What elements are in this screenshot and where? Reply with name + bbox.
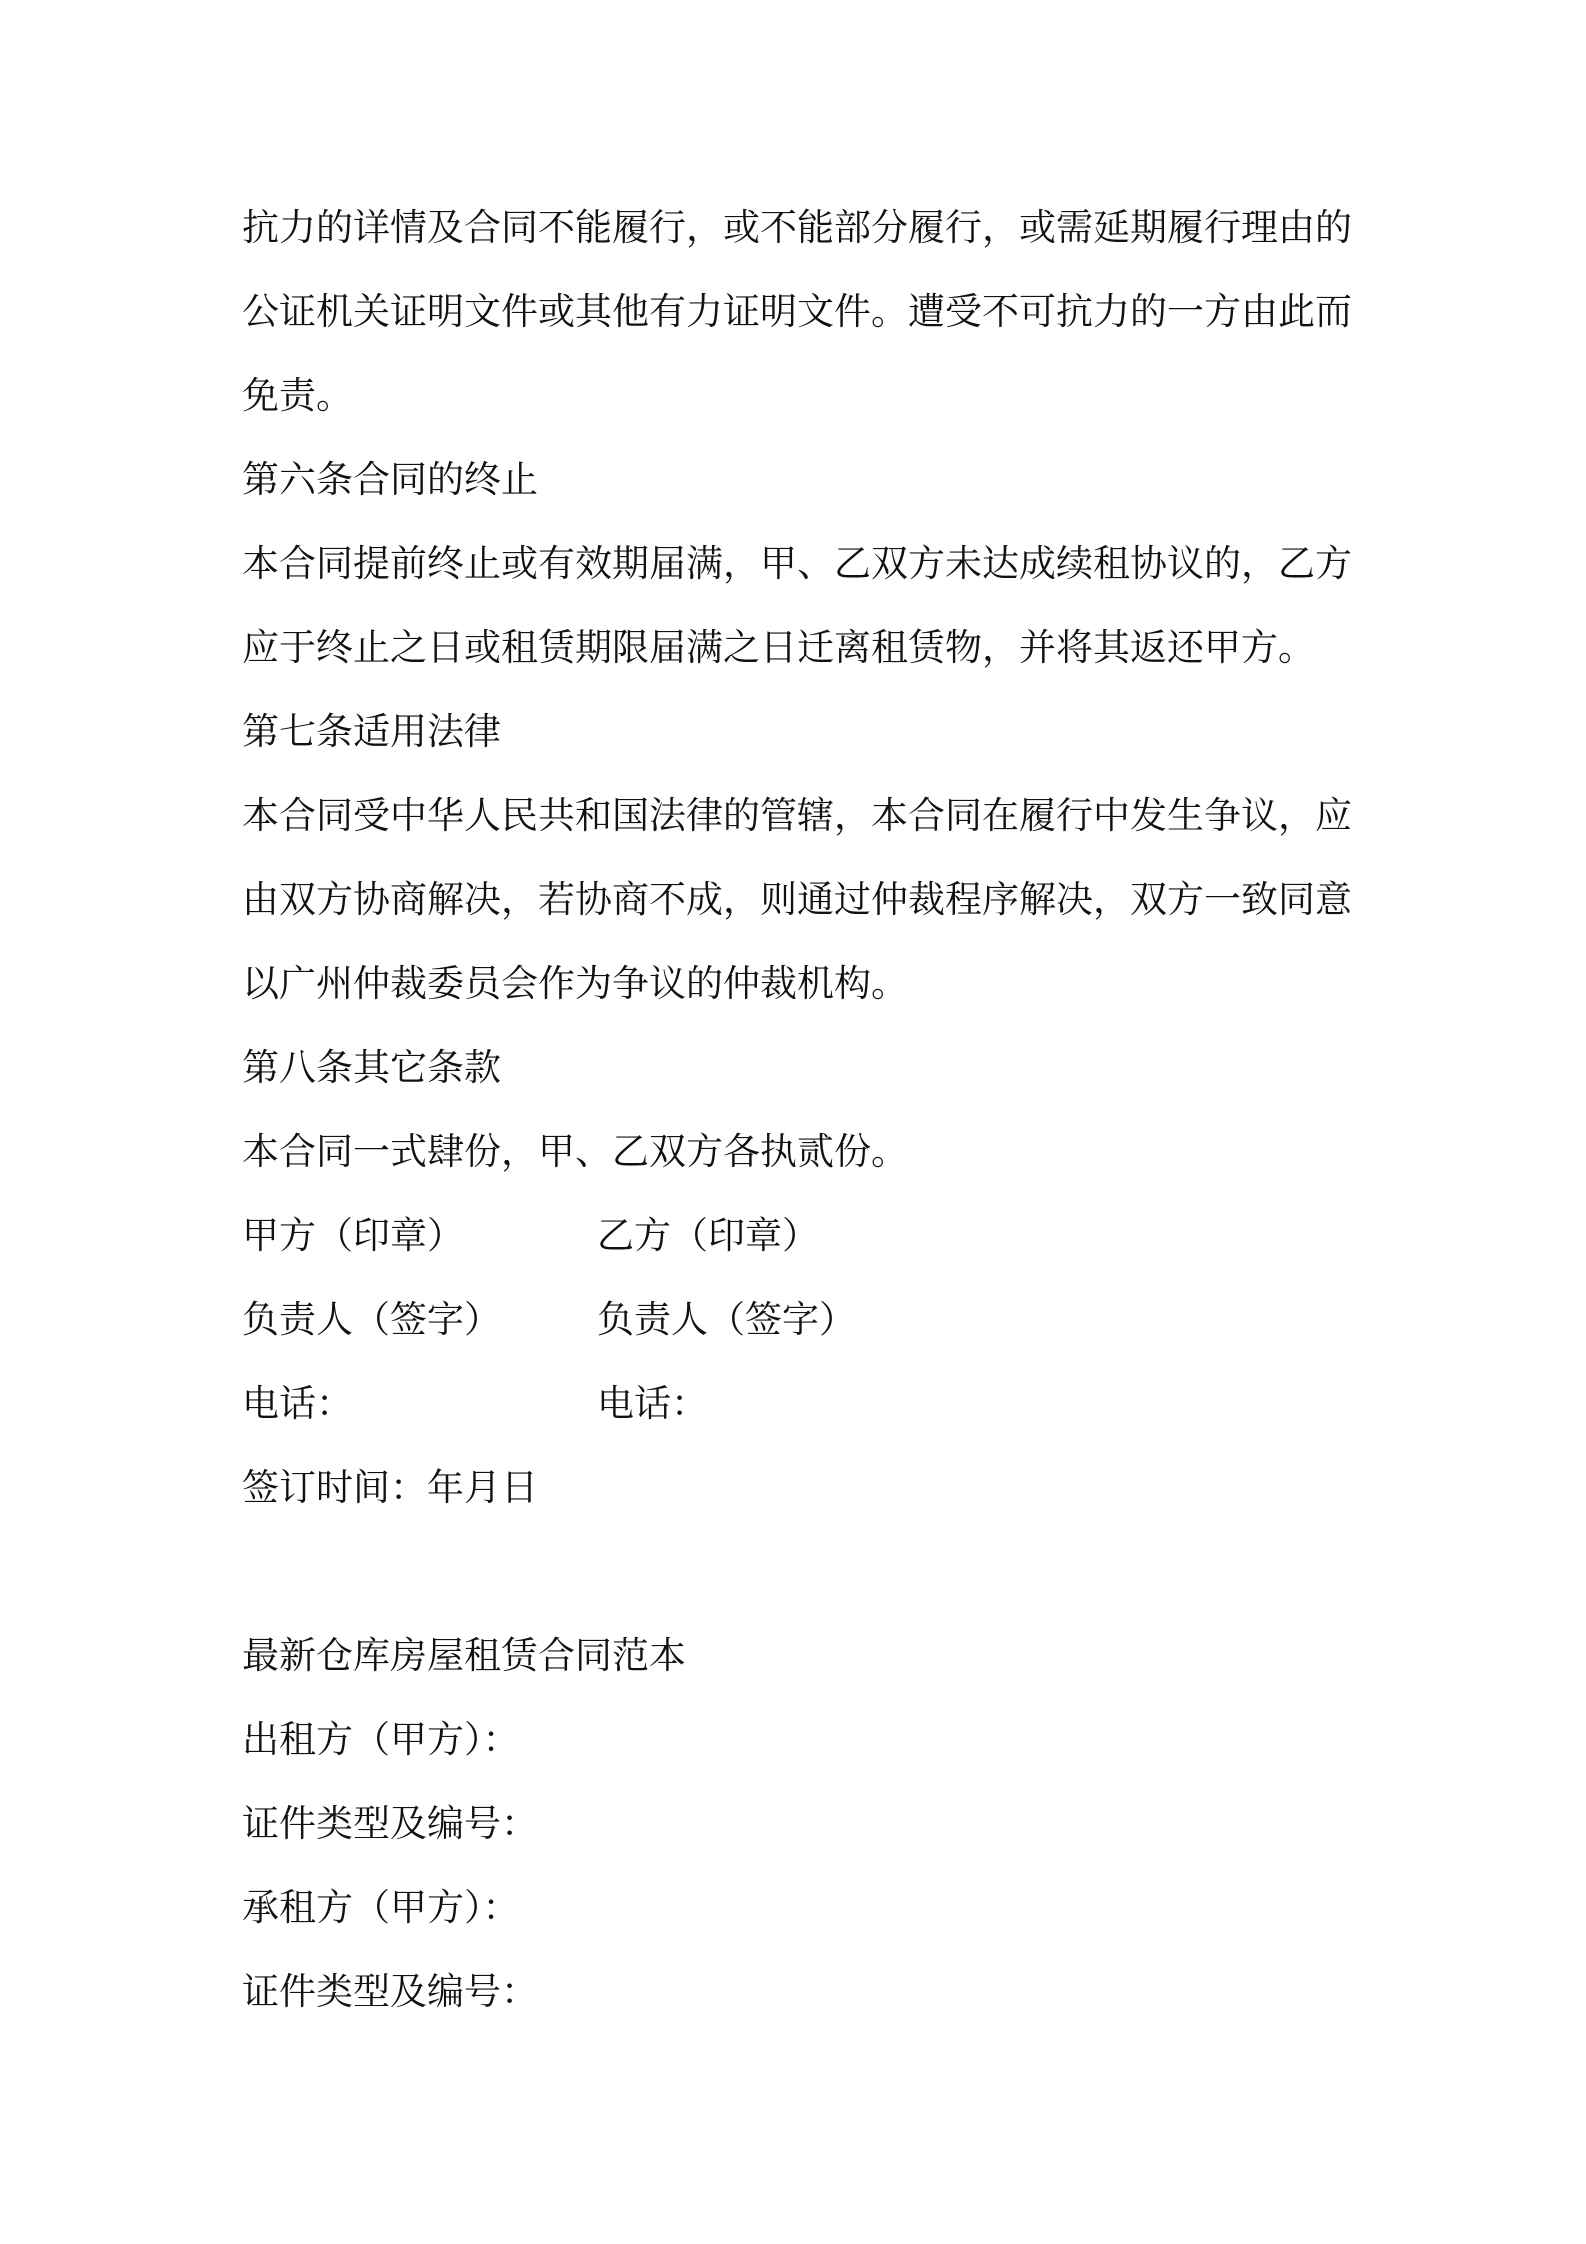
- document-title: 最新仓库房屋租赁合同范本: [242, 1634, 686, 1677]
- text-line: 本合同受中华人民共和国法律的管辖，本合同在履行中发生争议，应: [242, 794, 1352, 837]
- party-a-phone-label: 电话：: [242, 1382, 353, 1425]
- text-line: 由双方协商解决，若协商不成，则通过仲裁程序解决，双方一致同意: [242, 878, 1352, 921]
- signature-row-seal: [242, 1194, 1362, 1278]
- section-heading-applicable-law: 第七条适用法律: [242, 710, 501, 753]
- text-line: 抗力的详情及合同不能履行，或不能部分履行，或需延期履行理由的: [242, 206, 1352, 249]
- section-heading-termination: 第六条合同的终止: [242, 458, 538, 501]
- text-line: 以广州仲裁委员会作为争议的仲裁机构。: [242, 962, 908, 1005]
- text-line: 应于终止之日或租赁期限届满之日迁离租赁物，并将其返还甲方。: [242, 626, 1315, 669]
- party-b-phone-label: 电话：: [597, 1382, 708, 1425]
- party-b-signatory-label: 负责人（签字）: [597, 1298, 856, 1341]
- signing-date-label: 签订时间：年月日: [242, 1466, 538, 1509]
- text-line: 免责。: [242, 374, 353, 417]
- section-heading-other-terms: 第八条其它条款: [242, 1046, 501, 1089]
- lessor-label: 出租方（甲方）：: [242, 1718, 520, 1761]
- text-line: 本合同提前终止或有效期届满，甲、乙双方未达成续租协议的，乙方: [242, 542, 1352, 585]
- lessee-label: 承租方（甲方）：: [242, 1886, 520, 1929]
- party-a-signatory-label: 负责人（签字）: [242, 1298, 501, 1341]
- lessor-id-label: 证件类型及编号：: [242, 1802, 538, 1845]
- party-a-seal-label: 甲方（印章）: [242, 1214, 464, 1257]
- text-line: 本合同一式肆份，甲、乙双方各执贰份。: [242, 1130, 908, 1173]
- signature-row-phone: [242, 1362, 1362, 1446]
- document-body: [242, 186, 1362, 2034]
- signature-row-signatory: [242, 1278, 1362, 1362]
- blank-spacer: [242, 1530, 1362, 1614]
- party-b-seal-label: 乙方（印章）: [597, 1214, 819, 1257]
- lessee-id-label: 证件类型及编号：: [242, 1970, 538, 2013]
- text-line: 公证机关证明文件或其他有力证明文件。遭受不可抗力的一方由此而: [242, 290, 1352, 333]
